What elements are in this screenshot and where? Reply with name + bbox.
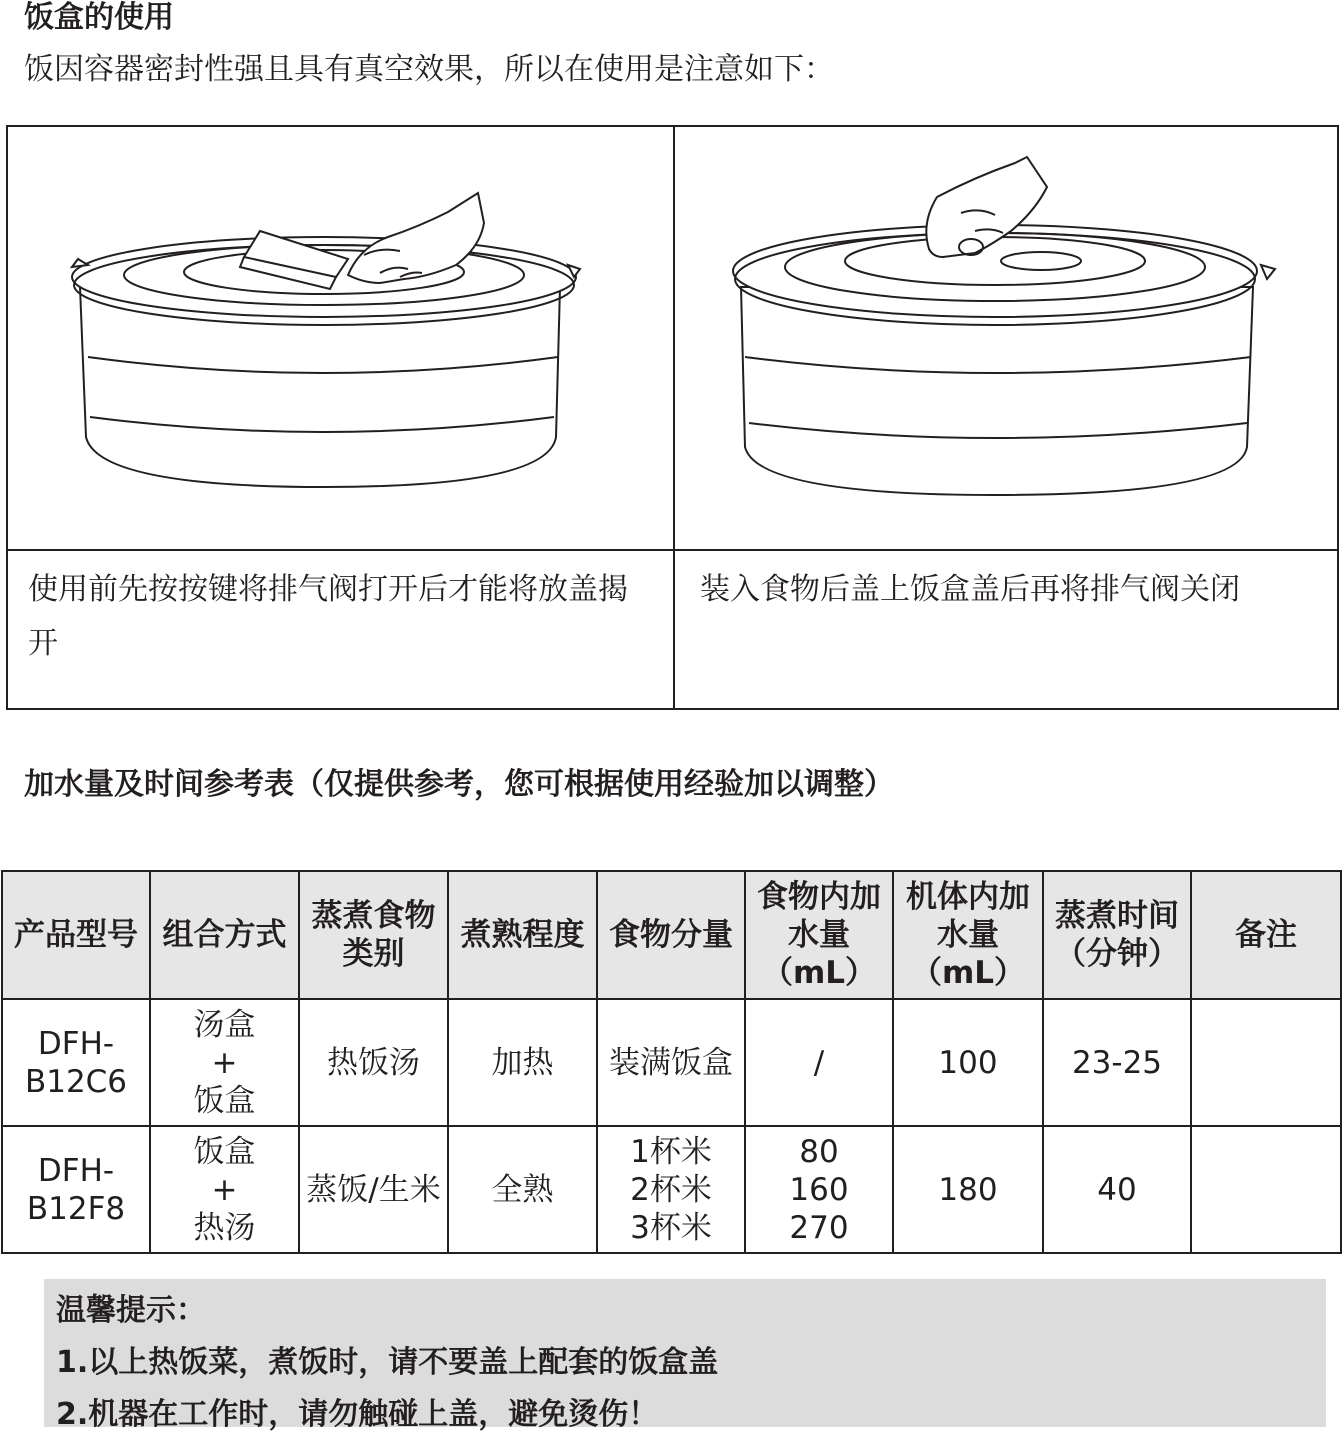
- table-row: [2, 999, 1341, 1126]
- tip-item: 2.机器在工作时，请勿触碰上盖，避免烫伤！: [56, 1397, 659, 1432]
- cell-doneness: 全熟: [448, 1126, 597, 1253]
- cell-model: DFH- B12C6: [2, 999, 150, 1126]
- usage-panel: [6, 125, 1339, 710]
- header-inner-water: 食物内加 水量 （mL）: [745, 871, 893, 999]
- table-title: 加水量及时间参考表（仅提供参考，您可根据使用经验加以调整）: [24, 767, 894, 802]
- intro-text: 饭因容器密封性强且具有真空效果，所以在使用是注意如下：: [24, 52, 834, 87]
- open-lid-illustration: [8, 127, 672, 549]
- cell-inner-water: /: [745, 999, 893, 1126]
- tips-title: 温馨提示：: [56, 1293, 206, 1328]
- header-note: 备注: [1191, 871, 1341, 999]
- cell-inner-water: 80 160 270: [745, 1126, 893, 1253]
- cell-food: 热饭汤: [299, 999, 448, 1126]
- tip-item: 1.以上热饭菜，煮饭时，请不要盖上配套的饭盒盖: [56, 1345, 719, 1380]
- cell-time: 40: [1043, 1126, 1191, 1253]
- cell-time: 23-25: [1043, 999, 1191, 1126]
- header-doneness: 煮熟程度: [448, 871, 597, 999]
- cell-note: [1191, 999, 1341, 1126]
- header-model: 产品型号: [2, 871, 150, 999]
- header-food-type: 蒸煮食物 类别: [299, 871, 448, 999]
- cell-doneness: 加热: [448, 999, 597, 1126]
- header-time: 蒸煮时间 （分钟）: [1043, 871, 1191, 999]
- header-body-water: 机体内加 水量 （mL）: [893, 871, 1043, 999]
- cell-combo: 汤盒 + 饭盒: [150, 999, 299, 1126]
- cell-portion: 1杯米 2杯米 3杯米: [597, 1126, 745, 1253]
- cell-body-water: 180: [893, 1126, 1043, 1253]
- reference-table: [1, 870, 1342, 1254]
- close-valve-caption: 装入食物后盖上饭盒盖后再将排气阀关闭: [700, 572, 1240, 607]
- header-portion: 食物分量: [597, 871, 745, 999]
- header-combo: 组合方式: [150, 871, 299, 999]
- cell-food: 蒸饭/生米: [299, 1126, 448, 1253]
- cell-note: [1191, 1126, 1341, 1253]
- cell-body-water: 100: [893, 999, 1043, 1126]
- panel-divider-horizontal: [8, 549, 1337, 551]
- table-row: [2, 1126, 1341, 1253]
- cell-model: DFH- B12F8: [2, 1126, 150, 1253]
- tips-box: [44, 1279, 1326, 1432]
- cell-combo: 饭盒 + 热汤: [150, 1126, 299, 1253]
- open-lid-caption: 使用前先按按键将排气阀打开后才能将放盖揭开: [28, 572, 628, 661]
- table-header-row: [2, 871, 1341, 999]
- section-title: 饭盒的使用: [24, 0, 174, 35]
- close-valve-illustration: [675, 127, 1337, 549]
- cell-portion: 装满饭盒: [597, 999, 745, 1126]
